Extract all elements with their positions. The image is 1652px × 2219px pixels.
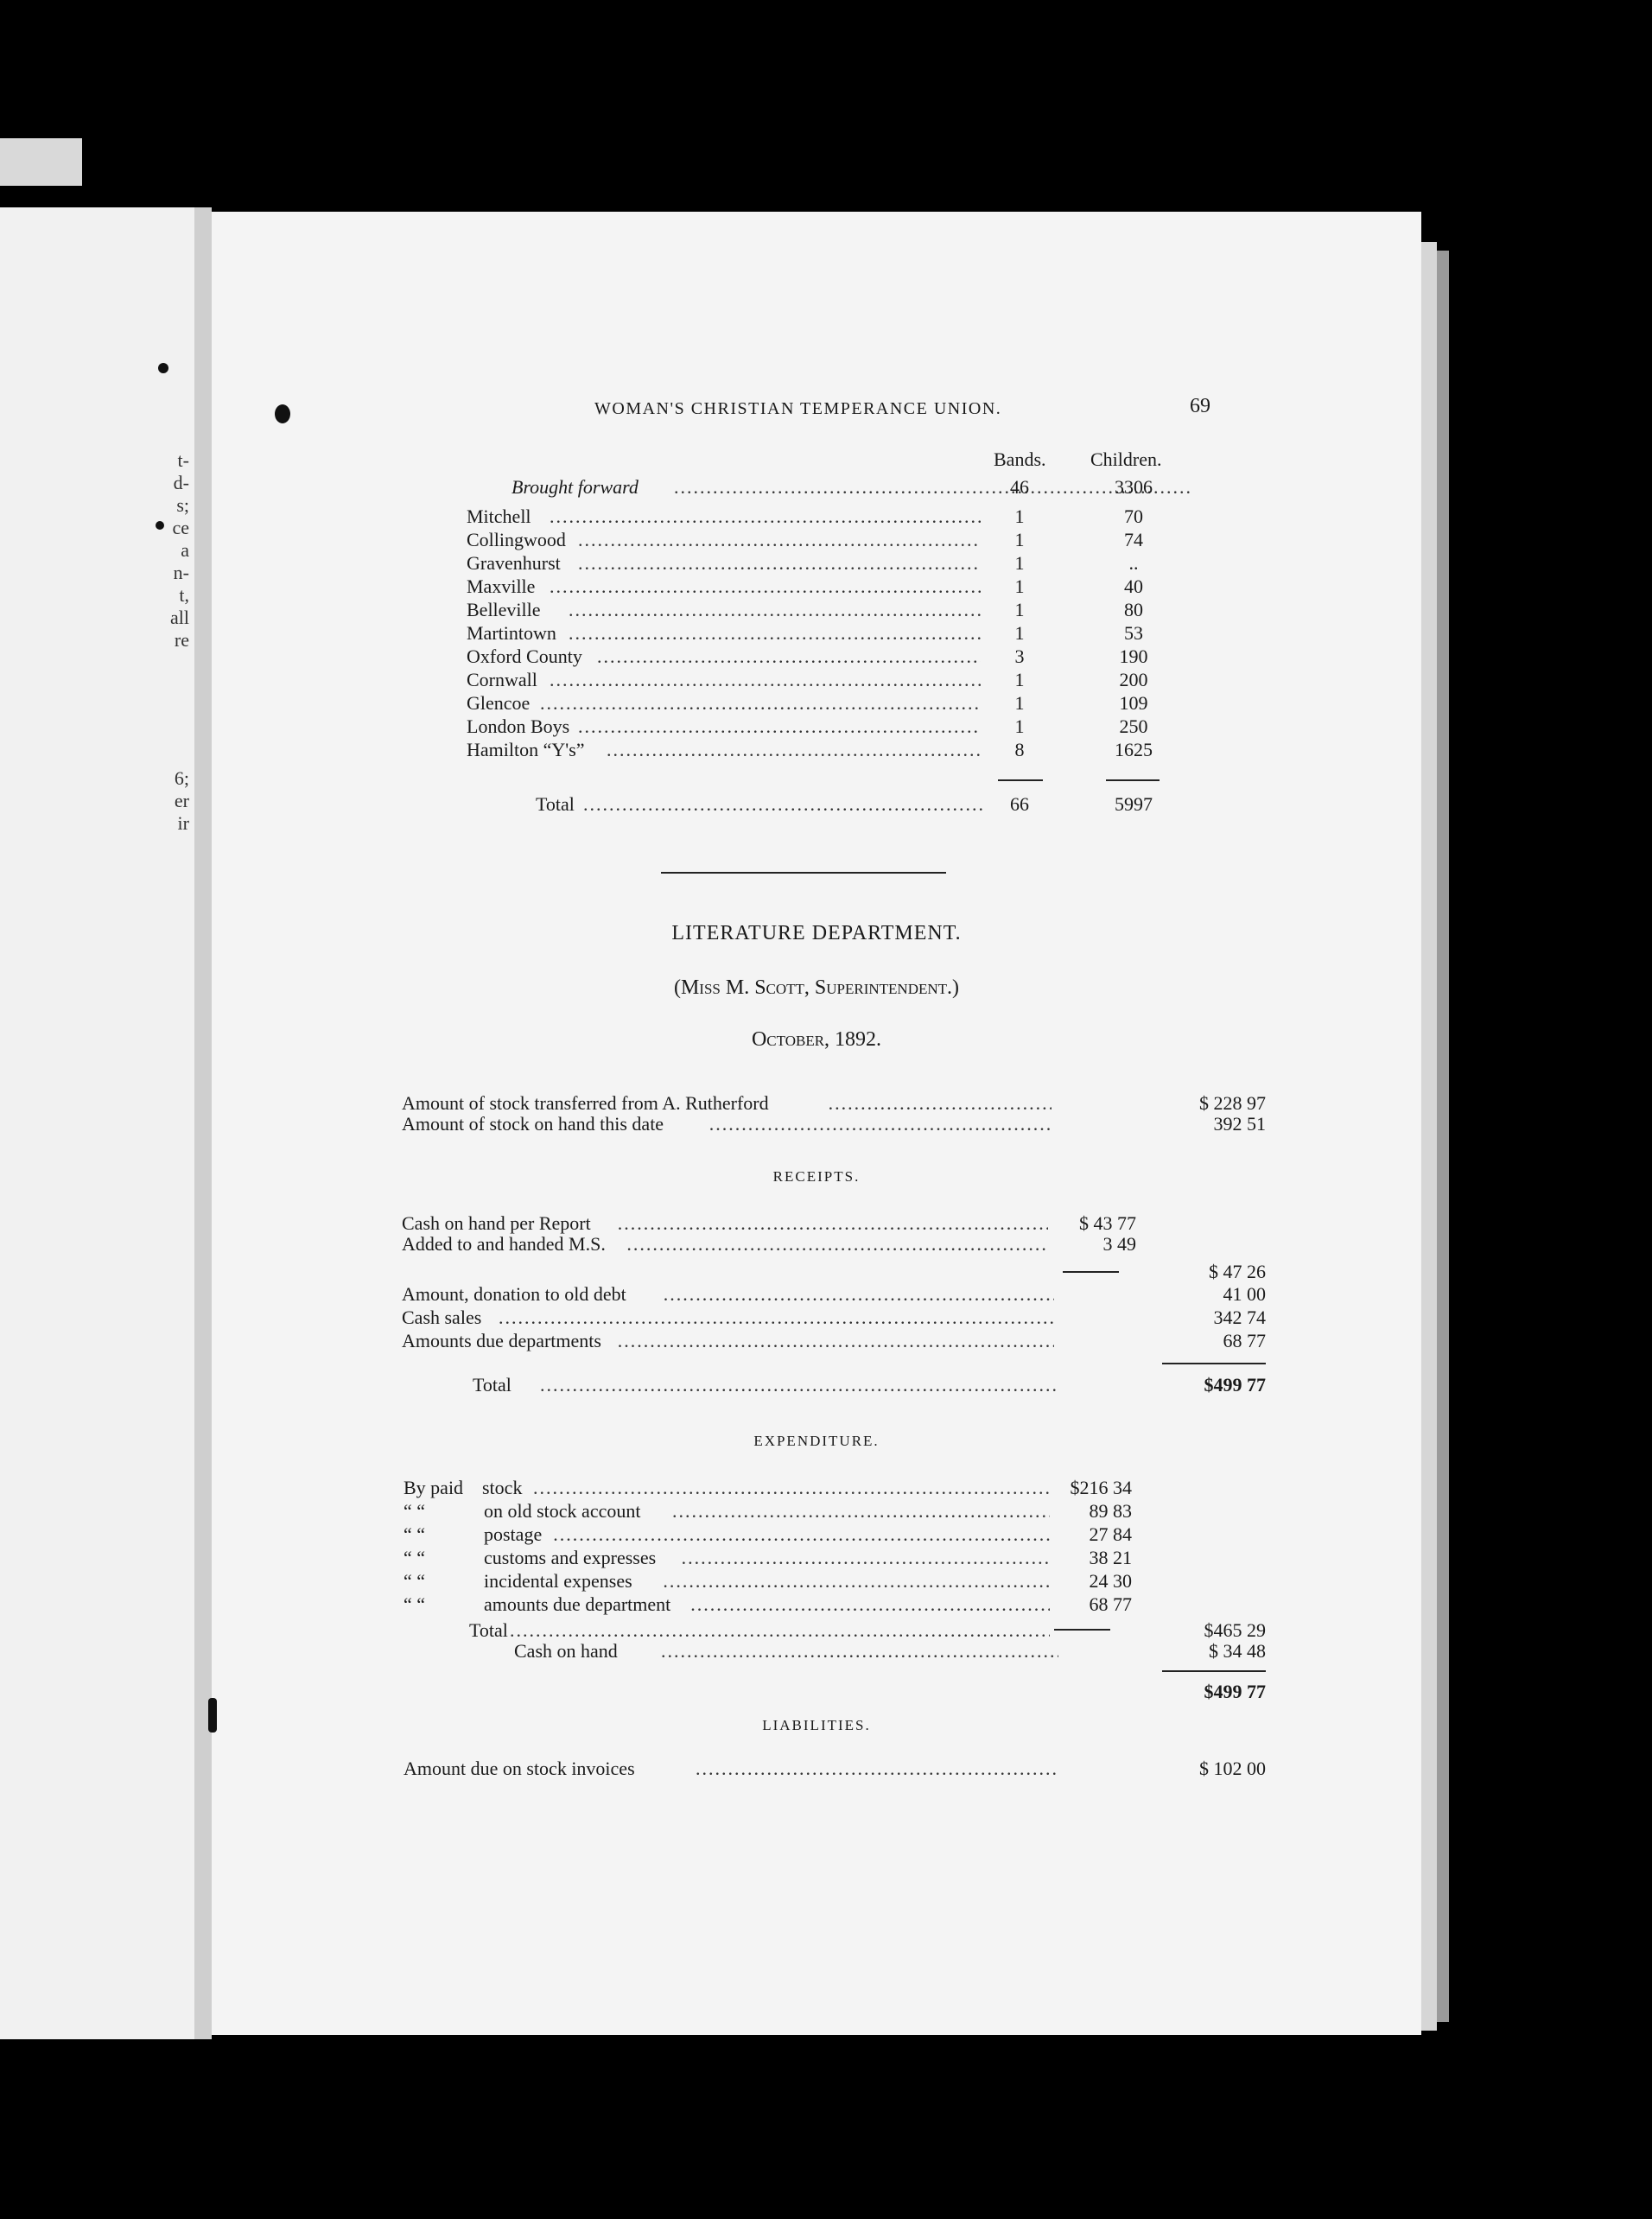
children-value: 53 <box>1124 622 1143 644</box>
row-label: Cash sales <box>402 1307 482 1328</box>
expenditure-value: $216 34 <box>1070 1477 1132 1498</box>
row-label: on old stock account <box>484 1500 641 1522</box>
row-label: Total <box>536 793 575 815</box>
leader-dots <box>709 1112 1052 1136</box>
margin-fragment: ir <box>177 812 189 834</box>
grand-total-row <box>212 1680 1421 1704</box>
children-value: 3306 <box>1115 476 1153 498</box>
receipts-subtotal-row <box>212 1260 1421 1284</box>
grand-total: $499 77 <box>1204 1681 1266 1702</box>
band-row <box>212 505 1421 529</box>
bands-value: 8 <box>1014 739 1025 760</box>
receipts-total-row <box>212 1373 1421 1397</box>
margin-fragment: all <box>170 607 189 628</box>
children-value: 250 <box>1119 715 1148 737</box>
receipt-row <box>212 1329 1421 1353</box>
running-header: WOMAN'S CHRISTIAN TEMPERANCE UNION. <box>594 399 1002 418</box>
row-label: incidental expenses <box>484 1570 632 1592</box>
row-label: Total <box>473 1374 511 1396</box>
bands-value: 1 <box>1014 529 1025 550</box>
bands-value: 1 <box>1014 622 1025 644</box>
leader-dots <box>499 1306 1054 1330</box>
children-value: 80 <box>1124 599 1143 620</box>
row-prefix: “ “ <box>403 1593 426 1615</box>
left-page <box>0 207 194 2039</box>
col-header-children: Children. <box>1090 448 1162 470</box>
stock-value: $ 228 97 <box>1199 1092 1266 1114</box>
bands-value: 3 <box>1014 645 1025 667</box>
stock-value: 392 51 <box>1213 1113 1266 1135</box>
margin-fragment: d- <box>173 472 189 493</box>
expenditure-value: 24 30 <box>1089 1570 1132 1592</box>
leader-dots <box>550 575 981 599</box>
liabilities-heading: LIABILITIES. <box>762 1717 871 1733</box>
leader-dots <box>553 1523 1050 1547</box>
ink-speck <box>158 363 168 373</box>
row-label: Amount of stock transferred from A. Rutherford <box>402 1092 769 1114</box>
row-label: Glencoe <box>467 692 531 714</box>
row-label: customs and expresses <box>484 1547 657 1568</box>
ink-speck <box>275 404 290 423</box>
row-label: Cash on hand <box>514 1640 618 1662</box>
receipt-row <box>212 1306 1421 1330</box>
row-label: Added to and handed M.S. <box>402 1233 606 1255</box>
receipts-heading: RECEIPTS. <box>772 1168 861 1185</box>
row-prefix: “ “ <box>403 1523 426 1545</box>
margin-fragment: a <box>181 539 189 561</box>
margin-fragment: 6; <box>174 767 189 789</box>
liabilities-row <box>212 1757 1421 1781</box>
margin-fragment: t- <box>177 449 189 471</box>
row-prefix: “ “ <box>403 1500 426 1522</box>
page-edge <box>1421 242 1437 2031</box>
bands-value: 1 <box>1014 669 1025 690</box>
row-prefix: “ “ <box>403 1547 426 1568</box>
receipt-value: 68 77 <box>1223 1330 1266 1351</box>
leader-dots <box>607 738 981 762</box>
leader-dots <box>672 1499 1050 1523</box>
total-rule <box>1106 779 1160 781</box>
ink-speck <box>156 521 164 530</box>
leader-dots <box>583 792 985 817</box>
children-value: .. <box>1128 552 1139 574</box>
row-label: Mitchell <box>467 505 531 527</box>
children-value: 70 <box>1124 505 1143 527</box>
expenditure-row <box>212 1546 1421 1570</box>
leader-dots <box>550 668 981 692</box>
receipts-total: $499 77 <box>1204 1374 1266 1396</box>
expenditure-total: $465 29 <box>1204 1619 1266 1641</box>
row-prefix: “ “ <box>403 1570 426 1592</box>
subtotal-value: $ 47 26 <box>1209 1261 1266 1282</box>
leader-dots <box>578 528 981 552</box>
row-label: Amount of stock on hand this date <box>402 1113 664 1135</box>
band-row <box>212 528 1421 552</box>
cash-on-hand-value: $ 34 48 <box>1209 1640 1266 1662</box>
row-label: Amounts due departments <box>402 1330 601 1351</box>
section-title: LITERATURE DEPARTMENT. <box>671 922 962 944</box>
bands-value: 46 <box>1010 476 1029 498</box>
row-label: Total <box>469 1619 508 1641</box>
cash-on-hand-row <box>212 1639 1421 1663</box>
expenditure-row <box>212 1569 1421 1593</box>
band-row <box>212 621 1421 645</box>
row-label: Amount due on stock invoices <box>403 1758 635 1779</box>
page-number: 69 <box>1190 395 1210 417</box>
leader-dots <box>618 1329 1054 1353</box>
bands-value: 1 <box>1014 575 1025 597</box>
row-label: Collingwood <box>467 529 566 550</box>
brought-forward-row <box>212 475 1421 499</box>
superintendent-line: (Miss M. Scott, Superintendent.) <box>673 976 960 999</box>
row-label: London Boys <box>467 715 570 737</box>
leader-dots <box>696 1757 1058 1781</box>
row-prefix: By paid <box>403 1477 464 1498</box>
receipt-value: 41 00 <box>1223 1283 1266 1305</box>
expenditure-row <box>212 1593 1421 1617</box>
report-date: October, 1892. <box>751 1028 882 1051</box>
book-gutter <box>194 207 212 2039</box>
row-label: postage <box>484 1523 543 1545</box>
row-label: Belleville <box>467 599 541 620</box>
bands-value: 66 <box>1010 793 1029 815</box>
right-page <box>212 212 1421 2035</box>
margin-fragment: s; <box>176 494 189 516</box>
expenditure-heading: EXPENDITURE. <box>753 1433 880 1449</box>
leader-dots <box>550 505 981 529</box>
row-label: Oxford County <box>467 645 582 667</box>
children-value: 74 <box>1124 529 1143 550</box>
bands-total-row <box>212 792 1421 817</box>
leader-dots <box>663 1569 1050 1593</box>
leader-dots <box>661 1639 1058 1663</box>
row-label: Hamilton “Y's” <box>467 739 585 760</box>
receipt-sub-row <box>212 1232 1421 1256</box>
children-value: 200 <box>1119 669 1148 690</box>
leader-dots <box>578 715 981 739</box>
total-rule <box>1162 1363 1266 1364</box>
row-label: Cornwall <box>467 669 537 690</box>
total-rule <box>1162 1670 1266 1672</box>
receipt-value: 342 74 <box>1213 1307 1266 1328</box>
leader-dots <box>533 1476 1050 1500</box>
row-label: Brought forward <box>511 476 639 498</box>
receipt-row <box>212 1282 1421 1307</box>
bands-value: 1 <box>1014 599 1025 620</box>
children-value: 109 <box>1119 692 1148 714</box>
expenditure-value: 89 83 <box>1089 1500 1132 1522</box>
band-row <box>212 575 1421 599</box>
row-label: Amount, donation to old debt <box>402 1283 626 1305</box>
band-row <box>212 715 1421 739</box>
expenditure-value: 38 21 <box>1089 1547 1132 1568</box>
band-row <box>212 551 1421 575</box>
bands-value: 1 <box>1014 505 1025 527</box>
leader-dots <box>682 1546 1050 1570</box>
leader-dots <box>597 645 981 669</box>
margin-fragment: t, <box>179 584 189 606</box>
total-rule <box>998 779 1043 781</box>
row-label: stock <box>482 1477 523 1498</box>
leader-dots <box>540 1373 1058 1397</box>
row-label: amounts due department <box>484 1593 671 1615</box>
receipt-sub-value: 3 49 <box>1102 1233 1136 1255</box>
row-label: Martintown <box>467 622 556 644</box>
row-label: Maxville <box>467 575 536 597</box>
leader-dots <box>569 621 981 645</box>
margin-fragment: re <box>174 629 189 651</box>
liabilities-value: $ 102 00 <box>1199 1758 1266 1779</box>
band-row <box>212 691 1421 715</box>
expenditure-row <box>212 1499 1421 1523</box>
margin-fragment: er <box>174 790 189 811</box>
children-value: 40 <box>1124 575 1143 597</box>
children-value: 5997 <box>1115 793 1153 815</box>
section-divider <box>661 872 946 874</box>
paper-tab <box>0 138 82 186</box>
leader-dots <box>578 551 981 575</box>
expenditure-row <box>212 1476 1421 1500</box>
margin-fragment: ce <box>172 517 189 538</box>
band-row <box>212 738 1421 762</box>
bands-value: 1 <box>1014 715 1025 737</box>
expenditure-value: 27 84 <box>1089 1523 1132 1545</box>
col-header-bands: Bands. <box>994 448 1046 470</box>
expenditure-row <box>212 1523 1421 1547</box>
bands-value: 1 <box>1014 552 1025 574</box>
bands-value: 1 <box>1014 692 1025 714</box>
leader-dots <box>664 1282 1054 1307</box>
leader-dots <box>569 598 981 622</box>
receipt-sub-value: $ 43 77 <box>1079 1212 1136 1234</box>
margin-fragment: n- <box>173 562 189 583</box>
band-row <box>212 668 1421 692</box>
stock-row <box>212 1112 1421 1136</box>
expenditure-value: 68 77 <box>1089 1593 1132 1615</box>
band-row <box>212 598 1421 622</box>
children-value: 1625 <box>1115 739 1153 760</box>
children-value: 190 <box>1119 645 1148 667</box>
band-row <box>212 645 1421 669</box>
leader-dots <box>540 691 981 715</box>
ink-speck <box>208 1698 217 1733</box>
page-edge-shadow <box>1437 251 1449 2022</box>
leader-dots <box>690 1593 1050 1617</box>
leader-dots <box>626 1232 1048 1256</box>
row-label: Cash on hand per Report <box>402 1212 591 1234</box>
row-label: Gravenhurst <box>467 552 561 574</box>
